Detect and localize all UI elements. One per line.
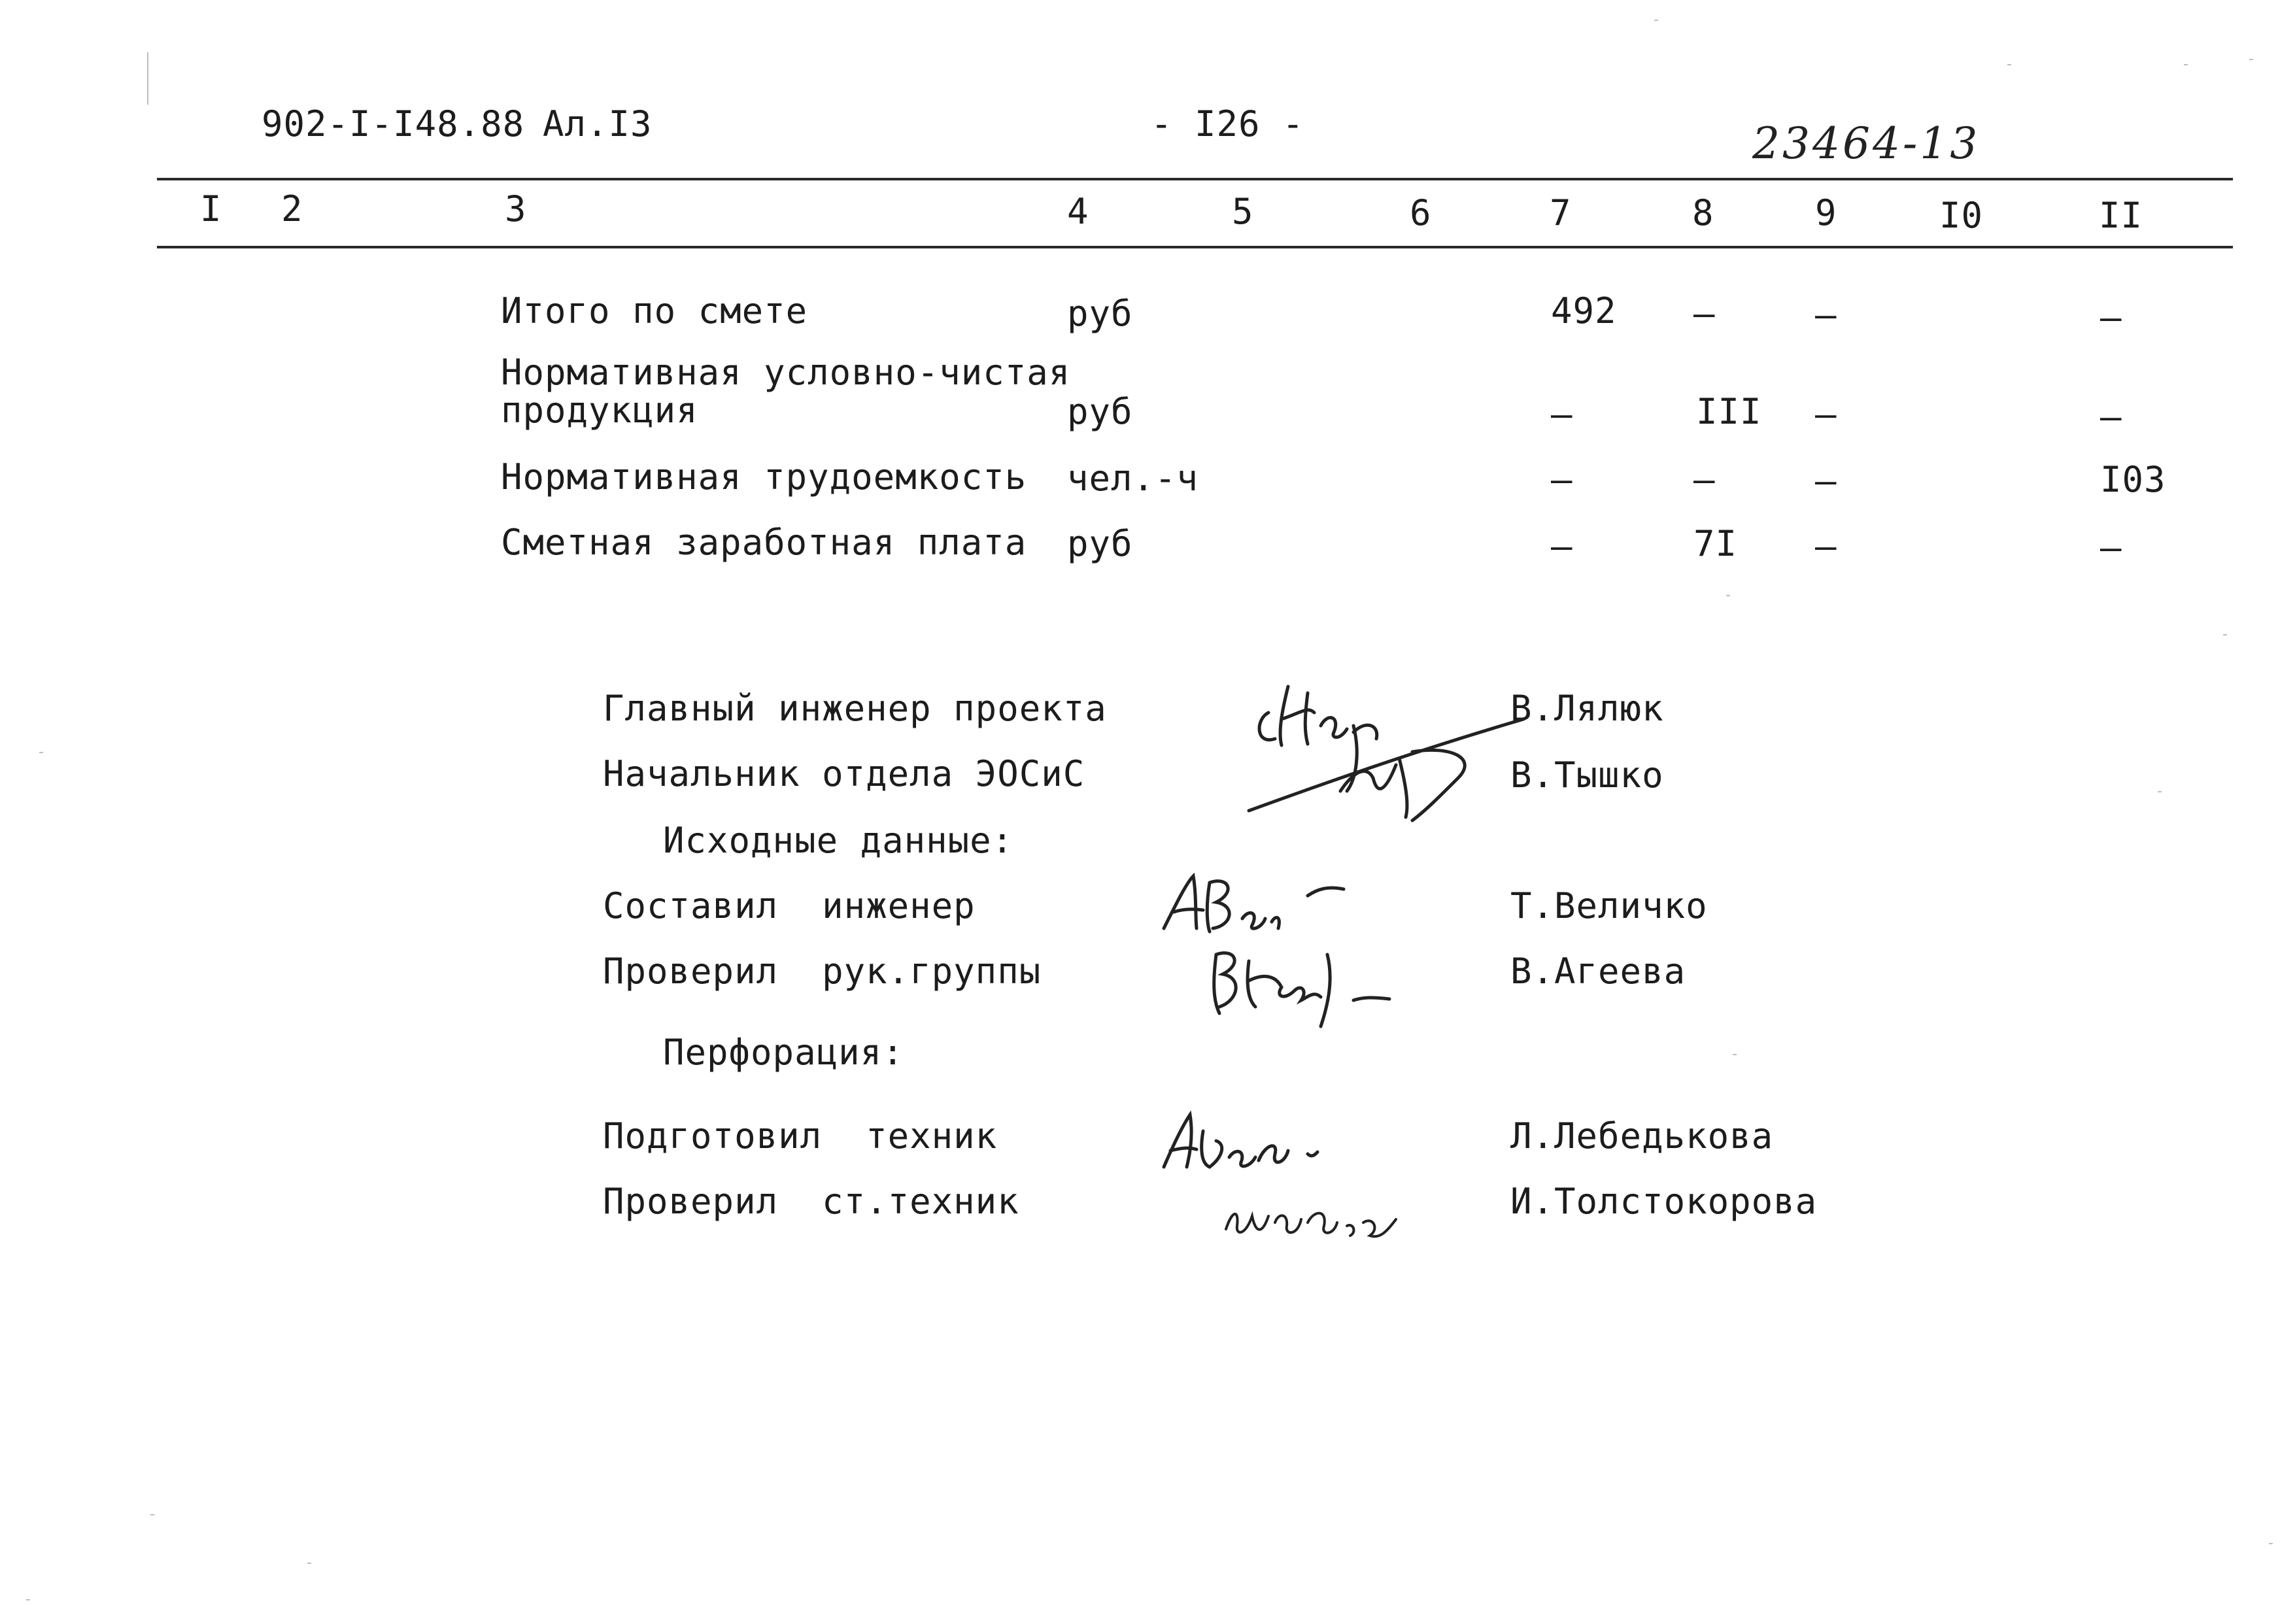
row-name: Итого по смете bbox=[501, 290, 808, 331]
page-number: - I26 - bbox=[1151, 103, 1304, 144]
cell-col7: – bbox=[1551, 459, 1573, 500]
row-name: Нормативная трудоемкость bbox=[501, 456, 1027, 498]
column-header: 9 bbox=[1815, 192, 1837, 233]
column-header: 2 bbox=[281, 188, 303, 229]
scan-speck bbox=[2269, 1543, 2273, 1544]
scan-speck bbox=[1654, 20, 1658, 21]
section-heading: Перфорация: bbox=[663, 1032, 904, 1073]
column-header: II bbox=[2099, 195, 2143, 236]
row-name: Сметная заработная плата bbox=[501, 522, 1027, 563]
column-header: 6 bbox=[1410, 192, 1432, 233]
cell-col8: 7I bbox=[1693, 523, 1738, 564]
column-header: 8 bbox=[1692, 192, 1714, 233]
signature-checker bbox=[1216, 1170, 1412, 1255]
cell-col8: III bbox=[1696, 391, 1762, 432]
scan-speck bbox=[307, 1563, 311, 1564]
cell-col8: – bbox=[1693, 459, 1716, 500]
column-header: 5 bbox=[1232, 191, 1254, 232]
scan-speck bbox=[39, 752, 43, 753]
document-code: 902-I-I48.88 bbox=[262, 103, 525, 144]
signature-role: Проверил ст.техник bbox=[603, 1181, 1019, 1222]
scan-speck bbox=[1726, 595, 1730, 596]
top-rule bbox=[157, 178, 2233, 180]
signature-person: В.Агеева bbox=[1510, 951, 1686, 992]
cell-col9: – bbox=[1815, 394, 1837, 435]
handwritten-archive-number: 23464-13 bbox=[1752, 118, 1980, 169]
signature-role: Главный инженер проекта bbox=[603, 688, 1107, 729]
signature-person: В.Лялюк bbox=[1510, 688, 1664, 729]
scan-speck bbox=[2158, 791, 2162, 792]
column-header: 3 bbox=[505, 188, 527, 229]
cell-col11: – bbox=[2100, 297, 2122, 338]
row-name: Нормативная условно-чистая bbox=[501, 352, 1071, 393]
column-header: I0 bbox=[1939, 195, 1984, 236]
section-heading: Исходные данные: bbox=[663, 820, 1014, 861]
row-unit: руб bbox=[1067, 523, 1133, 564]
cell-col11: I03 bbox=[2100, 459, 2166, 500]
signature-person: В.Тышко bbox=[1510, 754, 1664, 796]
row-unit: руб bbox=[1067, 391, 1133, 432]
signature-role: Подготовил техник bbox=[603, 1115, 998, 1157]
scan-speck bbox=[2249, 59, 2253, 60]
cell-col9: – bbox=[1815, 460, 1837, 501]
cell-col11: – bbox=[2100, 527, 2122, 568]
signature-preparer bbox=[1151, 1105, 1347, 1177]
cell-col8: – bbox=[1693, 293, 1716, 334]
scan-speck bbox=[2223, 634, 2227, 635]
signature-person: Т.Величко bbox=[1510, 885, 1708, 926]
signature-person: Л.Лебедькова bbox=[1510, 1115, 1774, 1157]
cell-col7: – bbox=[1551, 526, 1573, 567]
signature-role: Начальник отдела ЭОСиС bbox=[603, 753, 1085, 794]
scan-speck bbox=[26, 1599, 30, 1600]
scan-speck bbox=[2184, 64, 2188, 65]
column-header: 7 bbox=[1550, 192, 1572, 233]
signature-person: И.Толстокорова bbox=[1510, 1181, 1818, 1222]
cell-col7: 492 bbox=[1551, 290, 1617, 331]
column-header: 4 bbox=[1067, 191, 1089, 232]
cell-col11: – bbox=[2100, 396, 2122, 437]
signature-group-lead bbox=[1203, 935, 1412, 1033]
scan-speck bbox=[147, 52, 148, 105]
cell-col9: – bbox=[1815, 526, 1837, 567]
sheet-number: Ал.I3 bbox=[543, 103, 653, 144]
header-bottom-rule bbox=[157, 246, 2233, 248]
signature-department-head bbox=[1242, 713, 1556, 830]
row-name: продукция bbox=[501, 390, 698, 431]
row-unit: чел.-ч bbox=[1067, 458, 1199, 499]
scan-speck bbox=[2007, 64, 2011, 65]
scan-speck bbox=[1733, 1054, 1737, 1055]
signature-role: Составил инженер bbox=[603, 885, 976, 926]
column-header: I bbox=[200, 188, 222, 229]
cell-col9: – bbox=[1815, 294, 1837, 335]
cell-col7: – bbox=[1551, 394, 1573, 435]
scan-speck bbox=[150, 1514, 154, 1515]
signature-role: Проверил рук.группы bbox=[603, 951, 1042, 992]
row-unit: руб bbox=[1067, 293, 1133, 334]
